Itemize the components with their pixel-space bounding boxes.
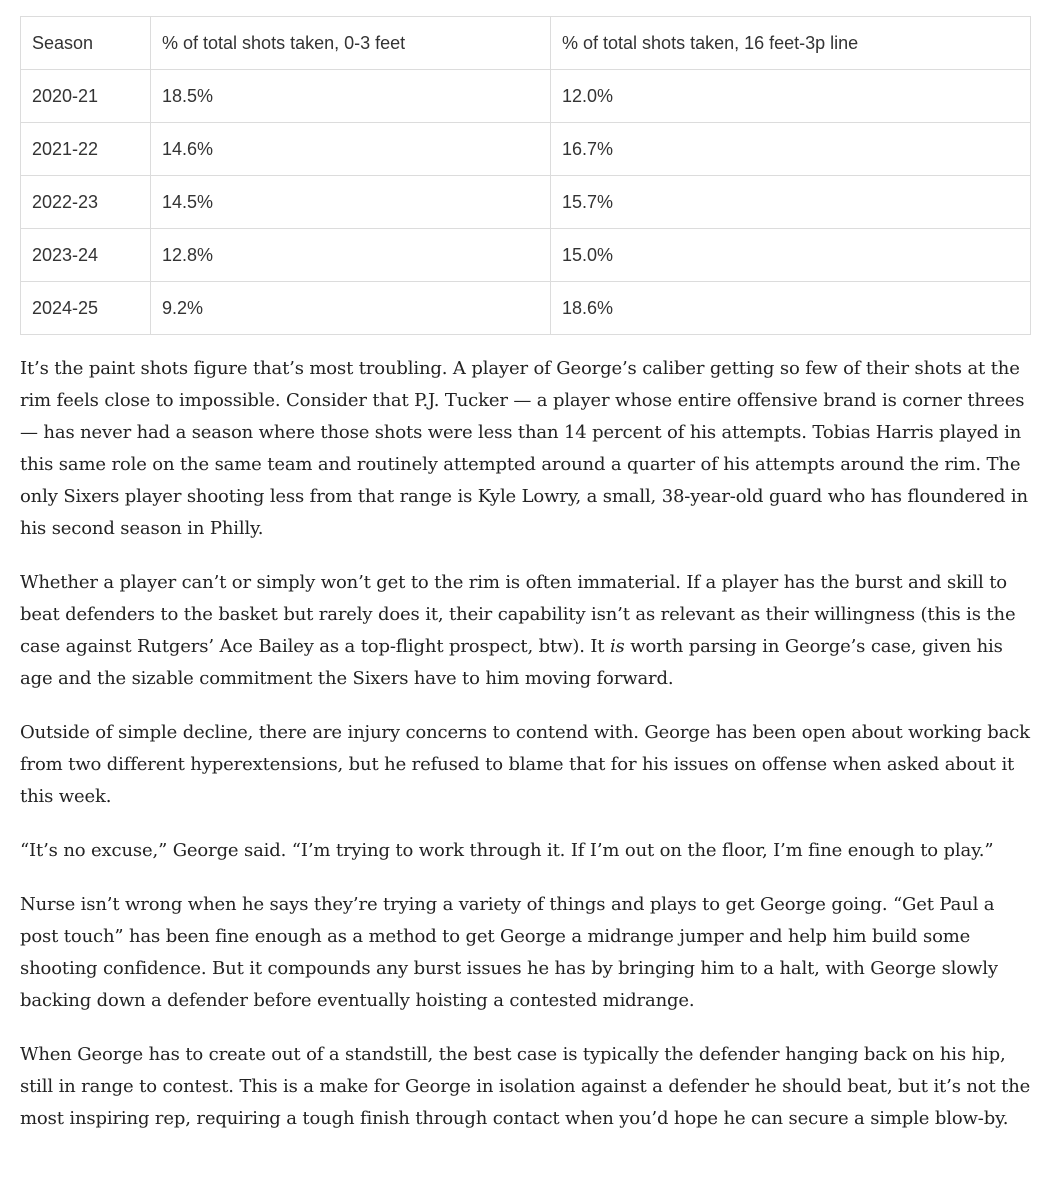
table-row xyxy=(21,229,1031,282)
table-row xyxy=(21,282,1031,335)
season-cell: 2022-23 xyxy=(21,176,151,229)
season-cell: 2024-25 xyxy=(21,282,151,335)
midrange-pct-cell: 16.7% xyxy=(551,123,1031,176)
paragraph-rim-willingness xyxy=(20,567,1031,695)
rim-pct-cell: 12.8% xyxy=(151,229,551,282)
season-cell: 2021-22 xyxy=(21,123,151,176)
column-header-season: Season xyxy=(21,17,151,70)
emphasis-text: is xyxy=(609,636,625,657)
rim-pct-cell: 18.5% xyxy=(151,70,551,123)
rim-pct-cell: 14.5% xyxy=(151,176,551,229)
midrange-pct-cell: 15.0% xyxy=(551,229,1031,282)
midrange-pct-cell: 15.7% xyxy=(551,176,1031,229)
midrange-pct-cell: 18.6% xyxy=(551,282,1031,335)
season-cell: 2023-24 xyxy=(21,229,151,282)
table-row xyxy=(21,176,1031,229)
season-cell: 2020-21 xyxy=(21,70,151,123)
rim-pct-cell: 14.6% xyxy=(151,123,551,176)
column-header-midrange-shots: % of total shots taken, 16 feet-3p line xyxy=(551,17,1031,70)
paragraph-text: worth parsing in George’s case, given his age and the sizable commitment the Sixers have to him moving forward. xyxy=(20,636,1003,689)
column-header-rim-shots: % of total shots taken, 0-3 feet xyxy=(151,17,551,70)
paragraph-george-quote: “It’s no excuse,” George said. “I’m trying to work through it. If I’m out on the floor, I’m fine enough to play.” xyxy=(20,840,994,861)
paragraph-paint-shots: It’s the paint shots figure that’s most troubling. A player of George’s caliber getting so few of their shots at the rim feels close to impossible. Consider that P.J. Tucker — a player whose entire offensive brand is corner threes — has never had a season where those shots were less than 14 percent of his attempts. Tobias Harris played in this same role on the same team and routinely attempted around a quarter of his attempts around the rim. The only Sixers player shooting less from that range is Kyle Lowry, a small, 38-year-old guard who has floundered in his second season in Philly. xyxy=(20,358,1028,539)
paragraph-text: Whether a player can’t or simply won’t get to the rim is often immaterial. If a player has the burst and skill to beat defenders to the basket but rarely does it, their capability isn’t as relevant as their willingness (this is the case against Rutgers’ Ace Bailey as a top-flight prospect, btw). It xyxy=(20,572,1016,657)
paragraph-injury-concerns: Outside of simple decline, there are injury concerns to contend with. George has been open about working back from two different hyperextensions, but he refused to blame that for his issues on offense when asked about it this week. xyxy=(20,722,1030,807)
table-row xyxy=(21,70,1031,123)
paragraph-post-touch: Nurse isn’t wrong when he says they’re trying a variety of things and plays to get George going. “Get Paul a post touch” has been fine enough as a method to get George a midrange jumper and help him build some shooting confidence. But it compounds any burst issues he has by bringing him to a halt, with George slowly backing down a defender before eventually hoisting a contested midrange. xyxy=(20,894,998,1011)
paragraph-standstill: When George has to create out of a standstill, the best case is typically the defender hanging back on his hip, still in range to contest. This is a make for George in isolation against a defender he should beat, but it’s not the most inspiring rep, requiring a tough finish through contact when you’d hope he can secure a simple blow-by. xyxy=(20,1044,1031,1129)
midrange-pct-cell: 12.0% xyxy=(551,70,1031,123)
rim-pct-cell: 9.2% xyxy=(151,282,551,335)
article-body xyxy=(20,353,1031,1135)
shot-distribution-table xyxy=(20,16,1031,335)
article-content xyxy=(20,16,1031,1157)
table-header-row xyxy=(21,17,1031,70)
table-row xyxy=(21,123,1031,176)
